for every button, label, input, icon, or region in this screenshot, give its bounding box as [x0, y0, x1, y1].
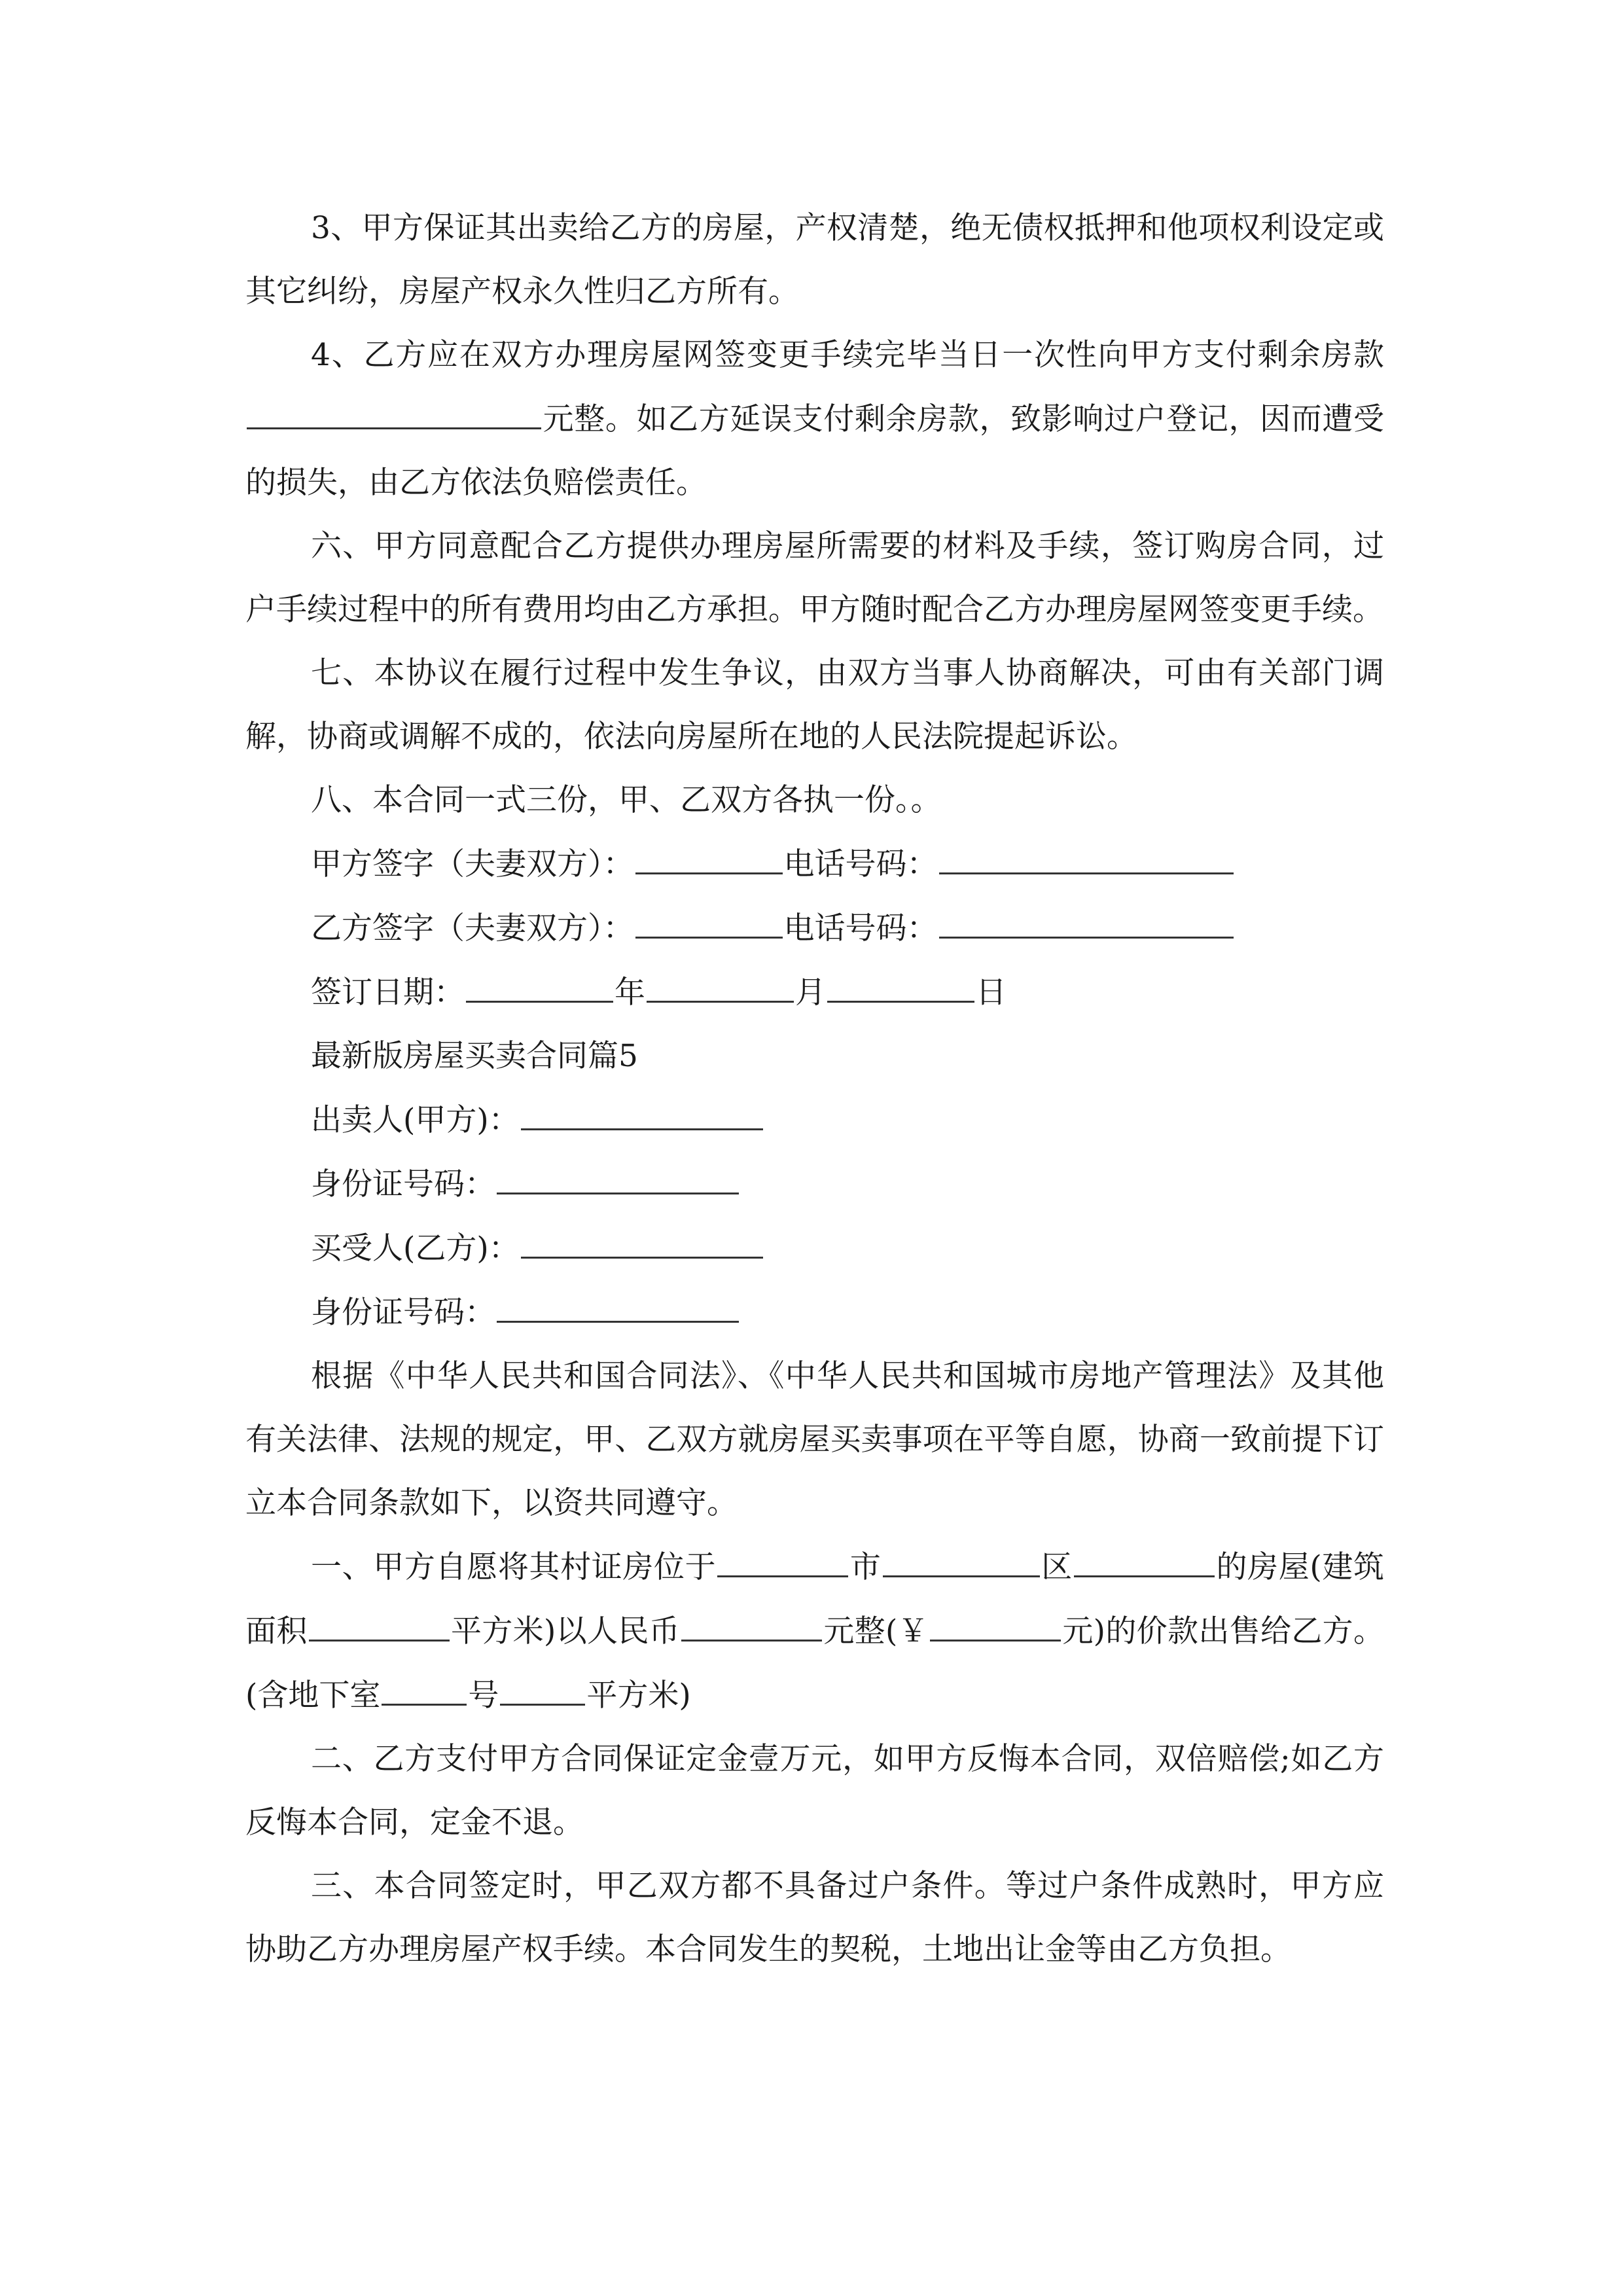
signing-date-label: 签订日期： — [311, 975, 465, 1011]
party-a-phone-label: 电话号码： — [783, 846, 938, 882]
contract-page — [245, 196, 1384, 1981]
signing-date-line — [245, 960, 1384, 1024]
seller-line — [245, 1088, 1384, 1152]
remaining-payment-blank — [247, 387, 541, 429]
year-label: 年 — [615, 975, 645, 1011]
seller-label: 出卖人(甲方)： — [311, 1102, 520, 1138]
party-b-signature-blank — [635, 896, 783, 939]
buyer-id-line — [245, 1280, 1384, 1344]
location-blank — [1074, 1535, 1215, 1577]
party-b-phone-label: 电话号码： — [783, 910, 938, 946]
paragraph-clause-three: 三、本合同签定时，甲乙双方都不具备过户条件。等过户条件成熟时，甲方应协助乙方办理房屋产权手续。本合同发生的契税，土地出让金等由乙方负担。 — [245, 1868, 1384, 1967]
basement-number-blank — [382, 1663, 467, 1706]
day-label: 日 — [976, 975, 1007, 1011]
clause-1-text-1: 一、甲方自愿将其村证房位于 — [311, 1549, 717, 1585]
paragraph-clause-two: 二、乙方支付甲方合同保证定金壹万元，如甲方反悔本合同，双倍赔偿;如乙方反悔本合同，定金不退。 — [245, 1741, 1384, 1840]
clause-1-text-3: 区 — [1041, 1549, 1073, 1585]
clause-1-text-5: 平方米)以人民币 — [450, 1613, 680, 1649]
city-blank — [717, 1535, 848, 1577]
clause-1-text-4: 的房屋(建筑面积 — [245, 1549, 1385, 1649]
party-a-signature-line — [245, 832, 1384, 896]
buyer-blank — [521, 1216, 763, 1259]
party-b-phone-blank — [939, 896, 1234, 939]
clause-1-text-6: 元整(￥ — [823, 1613, 929, 1649]
day-blank — [827, 960, 974, 1003]
clause-4-text-b: 元整。如乙方延误支付剩余房款，致影响过户登记，因而遭受的损失，由乙方依法负赔偿责任。 — [245, 401, 1384, 501]
party-a-phone-blank — [939, 832, 1234, 874]
paragraph-clause-seven: 七、本协议在履行过程中发生争议，由双方当事人协商解决，可由有关部门调解，协商或调解不成的，依法向房屋所在地的人民法院提起诉讼。 — [245, 655, 1384, 755]
clause-1-text-7: 元)的价款出售给乙方。(含地下室 — [245, 1613, 1384, 1713]
buyer-id-blank — [497, 1280, 739, 1323]
basement-area-blank — [500, 1663, 585, 1706]
seller-id-blank — [497, 1152, 739, 1194]
paragraph-clause-six: 六、甲方同意配合乙方提供办理房屋所需要的材料及手续，签订购房合同，过户手续过程中的所有费用均由乙方承担。甲方随时配合乙方办理房屋网签变更手续。 — [245, 528, 1384, 628]
buyer-id-label: 身份证号码： — [311, 1295, 495, 1331]
paragraph-clause-4 — [245, 323, 1384, 514]
seller-id-line — [245, 1152, 1384, 1216]
clause-1-text-2: 市 — [849, 1549, 882, 1585]
clause-4-text-a: 4、乙方应在双方办理房屋网签变更手续完毕当日一次性向甲方支付剩余房款 — [311, 337, 1384, 373]
paragraph-preamble: 根据《中华人民共和国合同法》、《中华人民共和国城市房地产管理法》及其他有关法律、法规的规定，甲、乙双方就房屋买卖事项在平等自愿，协商一致前提下订立本合同条款如下，以资共同遵守。 — [245, 1358, 1384, 1521]
month-blank — [647, 960, 794, 1003]
clause-1-text-9: 平方米) — [586, 1677, 691, 1713]
paragraph-clause-eight: 八、本合同一式三份，甲、乙双方各执一份。。 — [311, 782, 942, 818]
party-b-signature-line — [245, 896, 1384, 960]
seller-blank — [521, 1088, 763, 1130]
buyer-line — [245, 1216, 1384, 1280]
party-a-signature-label: 甲方签字（夫妻双方）： — [311, 846, 634, 882]
party-a-signature-blank — [635, 832, 783, 874]
seller-id-label: 身份证号码： — [311, 1166, 495, 1202]
year-blank — [466, 960, 613, 1003]
price-yen-blank — [930, 1599, 1061, 1641]
paragraph-clause-3: 3、甲方保证其出卖给乙方的房屋，产权清楚，绝无债权抵押和他项权利设定或其它纠纷，房屋产权永久性归乙方所有。 — [245, 210, 1384, 310]
month-label: 月 — [795, 975, 826, 1011]
section-title: 最新版房屋买卖合同篇5 — [311, 1038, 638, 1074]
district-blank — [883, 1535, 1040, 1577]
party-b-signature-label: 乙方签字（夫妻双方）： — [311, 910, 634, 946]
paragraph-clause-one — [245, 1535, 1384, 1727]
buyer-label: 买受人(乙方)： — [311, 1230, 520, 1266]
price-rmb-blank — [681, 1599, 822, 1641]
area-blank — [309, 1599, 450, 1641]
clause-1-text-8: 号 — [468, 1677, 499, 1713]
